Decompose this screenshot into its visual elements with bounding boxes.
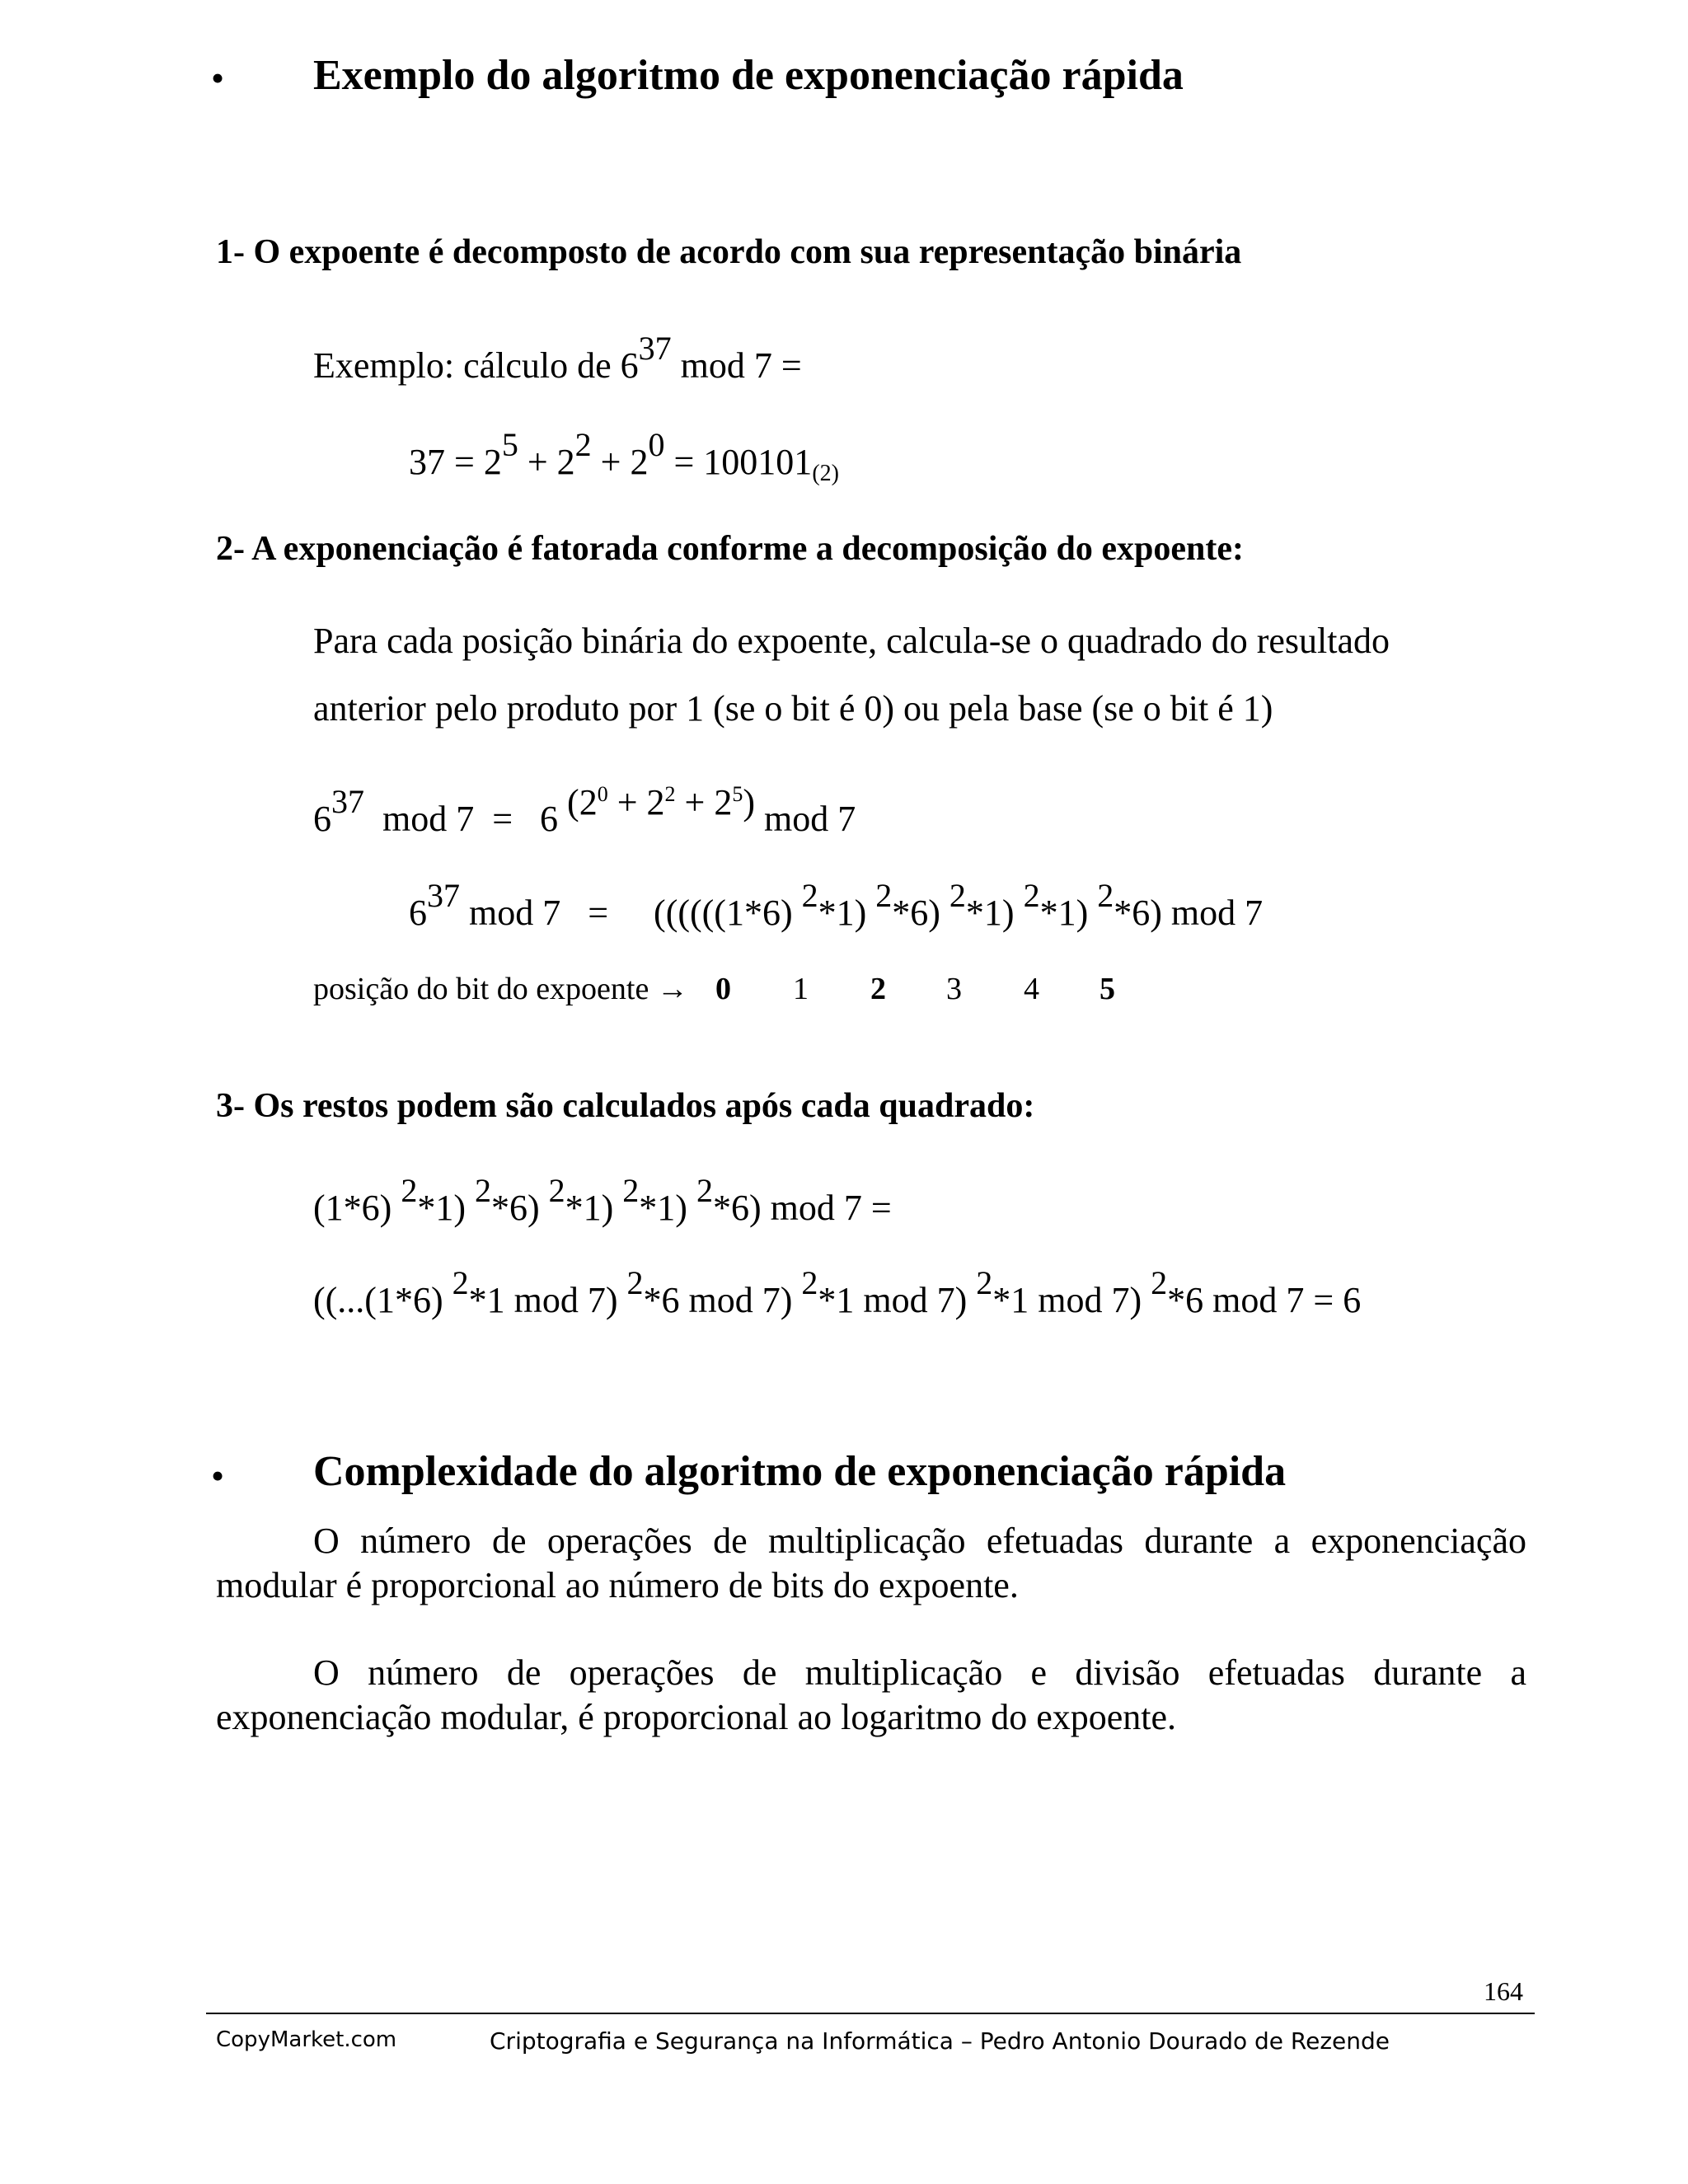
eq-exp: 2 bbox=[626, 1264, 644, 1301]
eq-exp: 2 bbox=[1023, 877, 1040, 914]
paragraph-2-first-line: O número de operações de multiplicação e divisão efetuadas durante a bbox=[313, 1652, 1526, 1693]
eq-text: 6 bbox=[313, 799, 331, 839]
decomp-base-subscript: (2) bbox=[812, 461, 839, 486]
eq-text: *6) mod 7 = bbox=[712, 1188, 892, 1228]
paragraph-1 bbox=[216, 1519, 1526, 1608]
step2-heading: 2- A exponenciação é fatorada conforme a decomposição do expoente: bbox=[216, 530, 1244, 568]
eq-text: *6 mod 7 = 6 bbox=[1167, 1280, 1362, 1320]
eq-exp: 37 bbox=[331, 783, 364, 820]
example-line bbox=[313, 330, 802, 387]
paragraph-2 bbox=[216, 1651, 1526, 1740]
eq-exp: 2 bbox=[801, 877, 818, 914]
eq-text: *6) bbox=[892, 893, 950, 933]
eq-exp: 2 bbox=[949, 877, 966, 914]
paragraph-1-first-line: O número de operações de multiplicação efetuadas durante a exponenciação bbox=[313, 1521, 1526, 1561]
footer-site: CopyMarket.com bbox=[216, 2027, 397, 2052]
eq-text: ((...(1*6) bbox=[313, 1280, 452, 1320]
equation-b bbox=[409, 877, 1264, 934]
eq-exp: 0 bbox=[597, 782, 608, 806]
decomp-text: + 2 bbox=[518, 442, 575, 482]
eq-text: + 2 bbox=[607, 782, 665, 823]
eq-text: *1) bbox=[1039, 893, 1098, 933]
binary-decomposition bbox=[409, 426, 839, 486]
footer-divider bbox=[206, 2013, 1535, 2014]
eq-exp: 2 bbox=[696, 1172, 713, 1209]
eq-exp: 2 bbox=[875, 877, 893, 914]
eq-exp: 2 bbox=[452, 1264, 469, 1301]
eq-text: 6 bbox=[409, 893, 427, 933]
decomp-text: = 100101 bbox=[664, 442, 813, 482]
eq-text: *6 mod 7) bbox=[643, 1280, 802, 1320]
eq-exp: 2 bbox=[1097, 877, 1114, 914]
example-suffix: mod 7 = bbox=[671, 345, 802, 386]
footer-book-title: Criptografia e Segurança na Informática – Pedro Antonio Dourado de Rezende bbox=[490, 2027, 1390, 2055]
decomp-text: 37 = 2 bbox=[409, 442, 502, 482]
step1-heading: 1- O expoente é decomposto de acordo com sua representação binária bbox=[216, 233, 1242, 271]
bit-position: 0 bbox=[715, 972, 731, 1006]
eq-exp: 37 bbox=[427, 877, 460, 914]
decomp-text: + 2 bbox=[591, 442, 649, 482]
example-exponent: 37 bbox=[638, 330, 672, 367]
section-title: Complexidade do algoritmo de exponenciação rápida bbox=[313, 1448, 1287, 1495]
eq-text: *1 mod 7) bbox=[468, 1280, 627, 1320]
step2-text-line2: anterior pelo produto por 1 (se o bit é 0) ou pela base (se o bit é 1) bbox=[313, 688, 1273, 729]
example-prefix: Exemplo: cálculo de 6 bbox=[313, 345, 639, 386]
remainder-line2 bbox=[313, 1264, 1362, 1321]
decomp-exp: 0 bbox=[648, 426, 665, 463]
eq-text: *1) bbox=[639, 1188, 696, 1228]
bit-position: 1 bbox=[793, 972, 809, 1006]
eq-text: *1 mod 7) bbox=[992, 1280, 1151, 1320]
eq-exp: 5 bbox=[732, 782, 743, 806]
eq-text: *6) mod 7 bbox=[1114, 893, 1264, 933]
eq-exp: 2 bbox=[401, 1172, 418, 1209]
eq-text: mod 7 bbox=[755, 799, 856, 839]
eq-exp: 2 bbox=[1151, 1264, 1168, 1301]
decomp-exp: 2 bbox=[574, 426, 592, 463]
eq-text: *1) bbox=[417, 1188, 475, 1228]
eq-exp: 2 bbox=[548, 1172, 565, 1209]
paragraph-1-rest: modular é proporcional ao número de bits do expoente. bbox=[216, 1565, 1019, 1605]
eq-text: mod 7 = ((((((1*6) bbox=[460, 893, 802, 933]
eq-text: ) bbox=[743, 782, 756, 823]
eq-text: (1*6) bbox=[313, 1188, 401, 1228]
eq-text: (2 bbox=[567, 782, 598, 823]
eq-text: *1) bbox=[818, 893, 876, 933]
paragraph-2-rest: exponenciação modular, é proporcional ao logaritmo do expoente. bbox=[216, 1697, 1177, 1737]
eq-exp: 2 bbox=[622, 1172, 640, 1209]
eq-text: *1) bbox=[565, 1188, 623, 1228]
step2-text-line1: Para cada posição binária do expoente, calcula-se o quadrado do resultado bbox=[313, 621, 1390, 661]
bit-position: 4 bbox=[1024, 972, 1039, 1006]
bullet-icon: • bbox=[211, 1455, 225, 1497]
eq-text: *1 mod 7) bbox=[818, 1280, 977, 1320]
bit-position: 3 bbox=[946, 972, 962, 1006]
step3-heading: 3- Os restos podem são calculados após cada quadrado: bbox=[216, 1087, 1035, 1125]
section-title: Exemplo do algoritmo de exponenciação rápida bbox=[313, 52, 1184, 99]
bullet-icon: • bbox=[211, 57, 225, 99]
equation-a bbox=[313, 782, 856, 840]
eq-exp: 2 bbox=[976, 1264, 993, 1301]
decomp-exp: 5 bbox=[501, 426, 518, 463]
bit-position-label: posição do bit do expoente → bbox=[313, 972, 688, 1006]
eq-exp: 2 bbox=[801, 1264, 818, 1301]
page-number: 164 bbox=[1484, 1976, 1523, 2006]
eq-text: *1) bbox=[965, 893, 1024, 933]
bit-position: 2 bbox=[870, 972, 886, 1006]
eq-text: + 2 bbox=[675, 782, 733, 823]
eq-text: *6) bbox=[490, 1188, 549, 1228]
eq-text: mod 7 = 6 bbox=[364, 799, 568, 839]
remainder-line1 bbox=[313, 1172, 892, 1229]
eq-exp: 2 bbox=[664, 782, 676, 806]
eq-exp: 2 bbox=[474, 1172, 491, 1209]
bit-position: 5 bbox=[1100, 972, 1115, 1006]
